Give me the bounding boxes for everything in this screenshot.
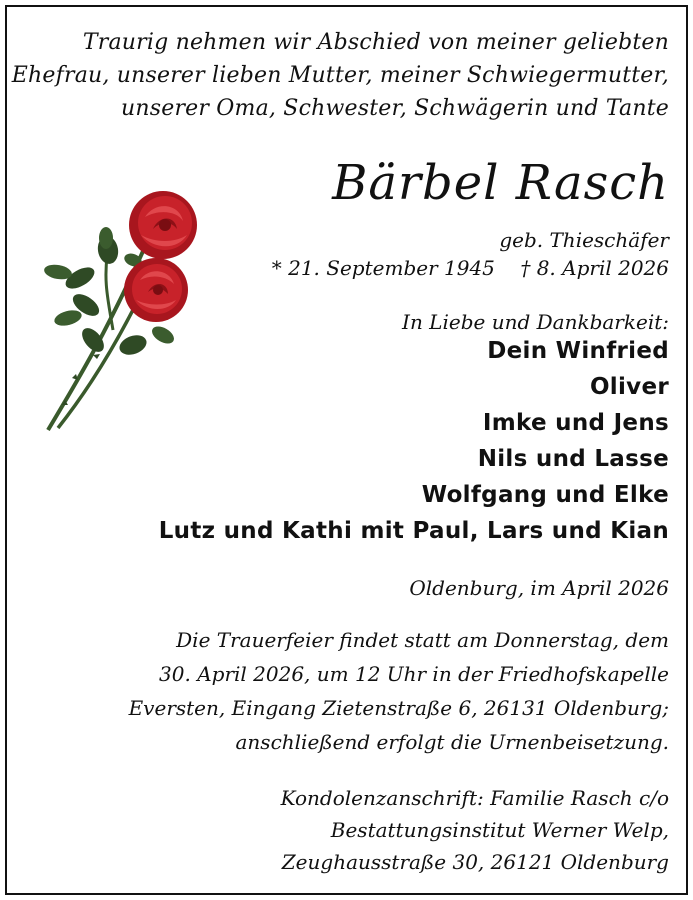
deceased-name: Bärbel Rasch bbox=[332, 155, 669, 211]
life-dates: * 21. September 1945 † 8. April 2026 bbox=[271, 256, 669, 280]
intro-line-3: unserer Oma, Schwester, Schwägerin und Tante bbox=[121, 96, 669, 121]
mourner-name: Imke und Jens bbox=[482, 410, 669, 436]
mourners-heading: In Liebe und Dankbarkeit: bbox=[402, 310, 669, 334]
ceremony-line-4: anschließend erfolgt die Urnenbeisetzung. bbox=[235, 730, 669, 754]
ceremony-line-1: Die Trauerfeier findet statt am Donnerstag, dem bbox=[176, 628, 669, 652]
intro-line-1: Traurig nehmen wir Abschied von meiner geliebten bbox=[82, 30, 669, 55]
condolence-line-3: Zeughausstraße 30, 26121 Oldenburg bbox=[281, 850, 669, 874]
mourner-name: Dein Winfried bbox=[487, 338, 669, 364]
rose-icon bbox=[38, 190, 208, 440]
mourner-name: Lutz und Kathi mit Paul, Lars und Kian bbox=[158, 518, 669, 544]
ceremony-line-3: Eversten, Eingang Zietenstraße 6, 26131 Oldenburg; bbox=[128, 696, 669, 720]
birth-name: geb. Thieschäfer bbox=[499, 228, 669, 252]
ceremony-line-2: 30. April 2026, um 12 Uhr in der Friedhofskapelle bbox=[159, 662, 669, 686]
mourner-name: Wolfgang und Elke bbox=[421, 482, 669, 508]
place-date: Oldenburg, im April 2026 bbox=[409, 576, 669, 600]
intro-line-2: Ehefrau, unserer lieben Mutter, meiner Schwiegermutter, bbox=[11, 63, 669, 88]
mourner-name: Nils und Lasse bbox=[477, 446, 669, 472]
mourner-name: Oliver bbox=[589, 374, 669, 400]
condolence-line-1: Kondolenzanschrift: Familie Rasch c/o bbox=[280, 786, 669, 810]
condolence-line-2: Bestattungsinstitut Werner Welp, bbox=[330, 818, 669, 842]
